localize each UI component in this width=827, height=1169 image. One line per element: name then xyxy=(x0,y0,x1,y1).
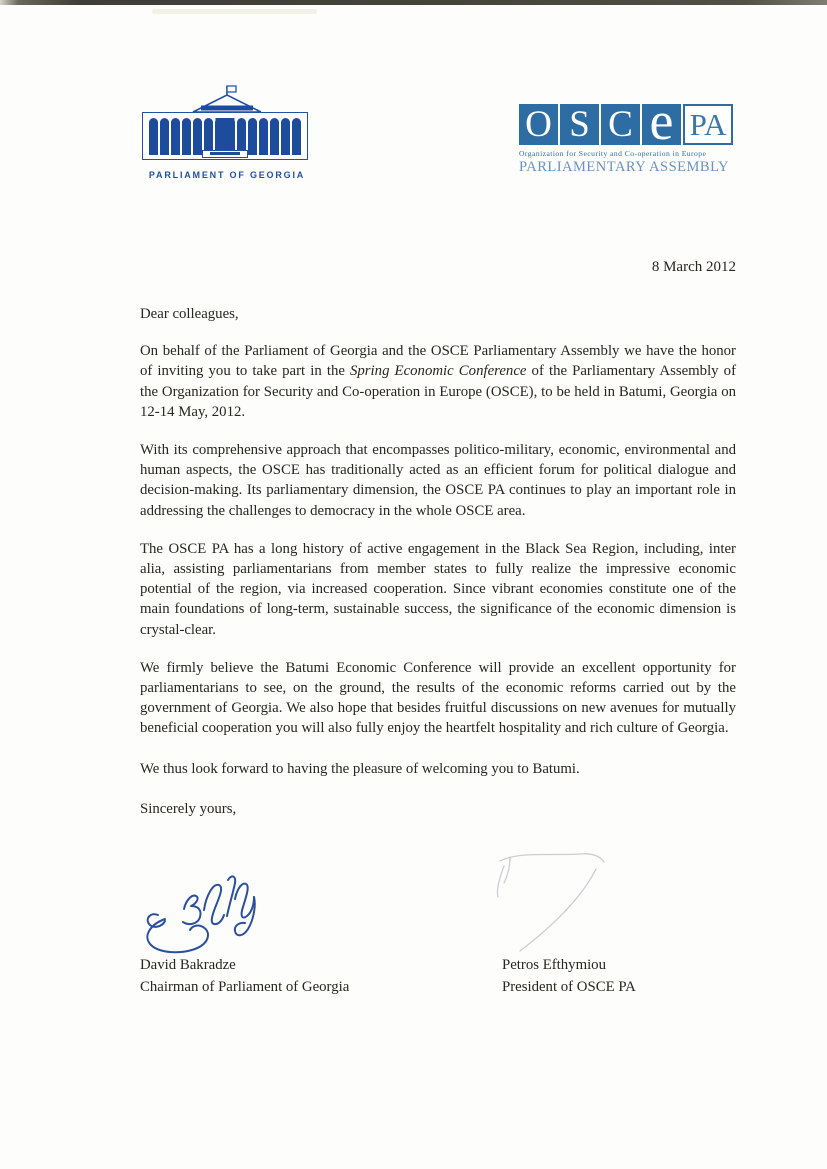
osce-tagline: Organization for Security and Co-operation in Europe xyxy=(519,149,707,158)
signatory-name: Petros Efthymiou xyxy=(502,957,606,973)
osce-letter-e-icon: e xyxy=(642,104,681,145)
signatory-title: Chairman of Parliament of Georgia xyxy=(140,978,350,995)
parliament-building-facade-icon xyxy=(142,112,308,160)
signatory-petros-efthymiou xyxy=(502,955,636,998)
paragraph-3: The OSCE PA has a long history of active engagement in the Black Sea Region, including, inter alia, assisting parliamentarians from member states to fully realize the impressive economic potential of the region, via increased cooperation. Since vibrant economies constitute one of the main foundations of long-term, sustainable success, the significance of the economic dimension is crystal-clear. xyxy=(140,540,736,638)
osce-pa-box-icon: PA xyxy=(683,104,733,145)
paragraph-2: With its comprehensive approach that encompasses politico-military, economic, environmental and human aspects, the OSCE has traditionally acted as an efficient forum for political dialogue and decision-making. Its parliamentary dimension, the OSCE PA continues to play an important role in addressing the challenges to democracy in the whole OSCE area. xyxy=(140,442,736,519)
signatory-david-bakradze xyxy=(140,955,736,998)
parliament-building-center-pillar xyxy=(216,118,235,154)
paragraph-1: On behalf of the Parliament of Georgia and the OSCE Parliamentary Assembly we have the honor of inviting you to take part in the Spring Economic Conference of the Parliamentary Assembly of the Organization for Security and Co-operation in Europe (OSCE), to be held in Batumi, Georgia on 12-14 May, 2012. xyxy=(140,343,736,420)
conference-name-italic: Spring Economic Conference xyxy=(350,363,527,380)
scan-smudge-artifact xyxy=(152,9,317,14)
petros-efthymiou-signature xyxy=(488,845,628,955)
osce-pa-logo xyxy=(519,104,733,176)
letter-date: 8 March 2012 xyxy=(651,259,736,275)
paragraph-4: We firmly believe the Batumi Economic Conference will provide an excellent opportunity for parliamentarians to see, on the ground, the results of the economic reforms carried out by the government of Georgia. We also hope that besides fruitful discussions on new avenues for mutually beneficial cooperation you will also fully enjoy the heartfelt hospitality and rich culture of Georgia. xyxy=(140,659,736,737)
salutation: Dear colleagues, xyxy=(140,306,239,322)
valediction: Sincerely yours, xyxy=(140,800,237,817)
parliament-of-georgia-logo xyxy=(141,84,313,168)
parliament-building-roof-icon xyxy=(141,84,313,114)
signatory-name: David Bakradze xyxy=(140,957,236,973)
signatory-title: President of OSCE PA xyxy=(502,978,636,995)
osce-letter-c-icon: C xyxy=(601,104,640,145)
parliament-of-georgia-caption: PARLIAMENT OF GEORGIA xyxy=(148,170,306,180)
parliament-building-pedestal xyxy=(202,150,248,158)
signatory-block xyxy=(140,955,736,998)
letter-body xyxy=(140,304,736,819)
osce-letter-boxes xyxy=(519,104,733,145)
osce-letter-o-icon: O xyxy=(519,104,558,145)
osce-subtitle: PARLIAMENTARY ASSEMBLY xyxy=(519,159,729,175)
scan-edge-artifact xyxy=(0,0,827,5)
closing-line: We thus look forward to having the pleasure of welcoming you to Batumi. xyxy=(140,760,580,777)
david-bakradze-signature xyxy=(138,868,268,958)
osce-letter-s-icon: S xyxy=(560,104,599,145)
